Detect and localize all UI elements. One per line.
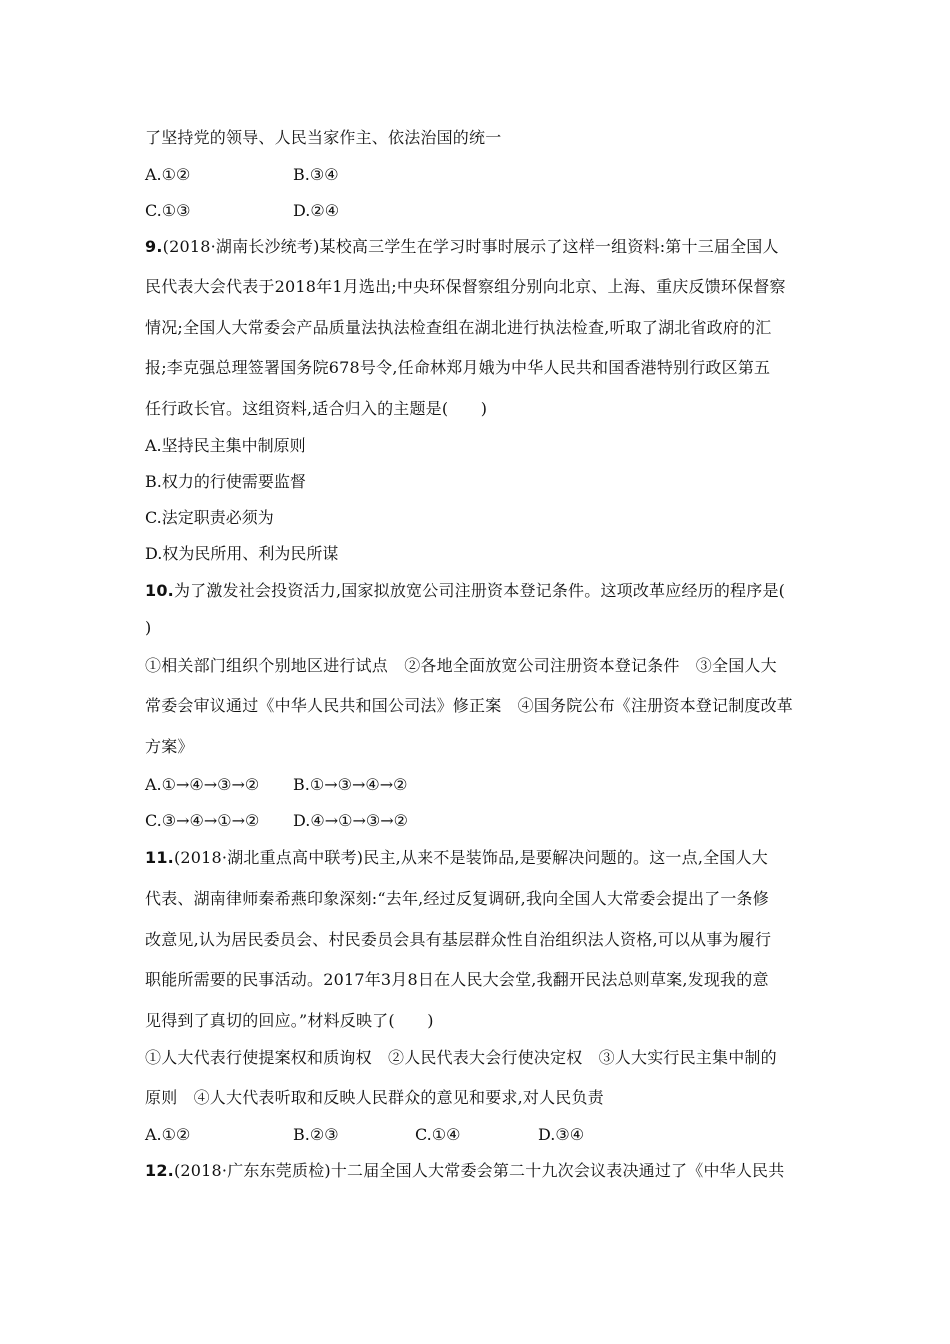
question-11-option-a: A.①② [145,1125,191,1144]
question-9-option-d: D.权为民所用、利为民所谋 [145,544,339,563]
prev-option-b: B.③④ [293,165,339,184]
prev-option-c: C.①③ [145,201,191,220]
question-9-option-a: A.坚持民主集中制原则 [145,436,306,455]
question-12-line-1 [145,1160,784,1182]
question-10-line-4: 常委会审议通过《中华人民共和国公司法》修正案 ④国务院公布《注册资本登记制度改革 [145,696,794,715]
question-11-line-3: 改意见,认为居民委员会、村民委员会具有基层群众性自治组织法人资格,可以从事为履行 [145,930,772,949]
question-11-line-1 [145,847,768,869]
question-10-option-d: D.④→①→③→② [293,811,408,830]
question-9-option-c: C.法定职责必须为 [145,508,274,527]
question-9-text: (2018·湖南长沙统考)某校高三学生在学习时事时展示了这样一组资料:第十三届全国人 [162,237,779,256]
question-10-line-2: ) [145,618,152,637]
question-11-line-4: 职能所需要的民事活动。2017年3月8日在人民大会堂,我翻开民法总则草案,发现我的意 [145,970,769,989]
question-11-option-c: C.①④ [415,1125,461,1144]
question-11-line-6: ①人大代表行使提案权和质询权 ②人民代表大会行使决定权 ③人大实行民主集中制的 [145,1048,777,1067]
question-10-option-a: A.①→④→③→② [145,775,260,794]
question-9-line-1 [145,236,779,258]
question-11-line-5: 见得到了真切的回应。”材料反映了( ) [145,1011,434,1030]
question-10-text: 为了激发社会投资活力,国家拟放宽公司注册资本登记条件。这项改革应经历的程序是( [173,581,786,600]
prev-option-a: A.①② [145,165,191,184]
question-11-option-b: B.②③ [293,1125,339,1144]
question-10-line-5: 方案》 [145,737,194,756]
question-10-option-c: C.③→④→①→② [145,811,260,830]
question-10-option-b: B.①→③→④→② [293,775,408,794]
question-11-option-d: D.③④ [538,1125,585,1144]
question-9-line-4: 报;李克强总理签署国务院678号令,任命林郑月娥为中华人民共和国香港特别行政区第五 [145,358,771,377]
question-10-line-3: ①相关部门组织个别地区进行试点 ②各地全面放宽公司注册资本登记条件 ③全国人大 [145,656,777,675]
question-9-line-2: 民代表大会代表于2018年1月选出;中央环保督察组分别向北京、上海、重庆反馈环保督察 [145,277,786,296]
question-9-line-3: 情况;全国人大常委会产品质量法执法检查组在湖北进行执法检查,听取了湖北省政府的汇 [145,318,772,337]
question-11-line-7: 原则 ④人大代表听取和反映人民群众的意见和要求,对人民负责 [145,1088,604,1107]
question-9-number: 9. [145,237,163,256]
question-10-line-1 [145,580,785,602]
question-11-text: (2018·湖北重点高中联考)民主,从来不是装饰品,是要解决问题的。这一点,全国人大 [173,848,768,867]
prev-option-d: D.②④ [293,201,340,220]
question-11-number: 11. [145,848,174,867]
question-12-number: 12. [145,1161,174,1180]
question-12-text: (2018·广东东莞质检)十二届全国人大常委会第二十九次会议表决通过了《中华人民共 [173,1161,785,1180]
question-10-number: 10. [145,581,174,600]
question-9-option-b: B.权力的行使需要监督 [145,472,306,491]
question-9-line-5: 任行政长官。这组资料,适合归入的主题是( ) [145,399,488,418]
question-11-line-2: 代表、湖南律师秦希燕印象深刻:“去年,经过反复调研,我向全国人大常委会提出了一条修 [145,889,769,908]
prev-question-tail: 了坚持党的领导、人民当家作主、依法治国的统一 [145,128,502,147]
